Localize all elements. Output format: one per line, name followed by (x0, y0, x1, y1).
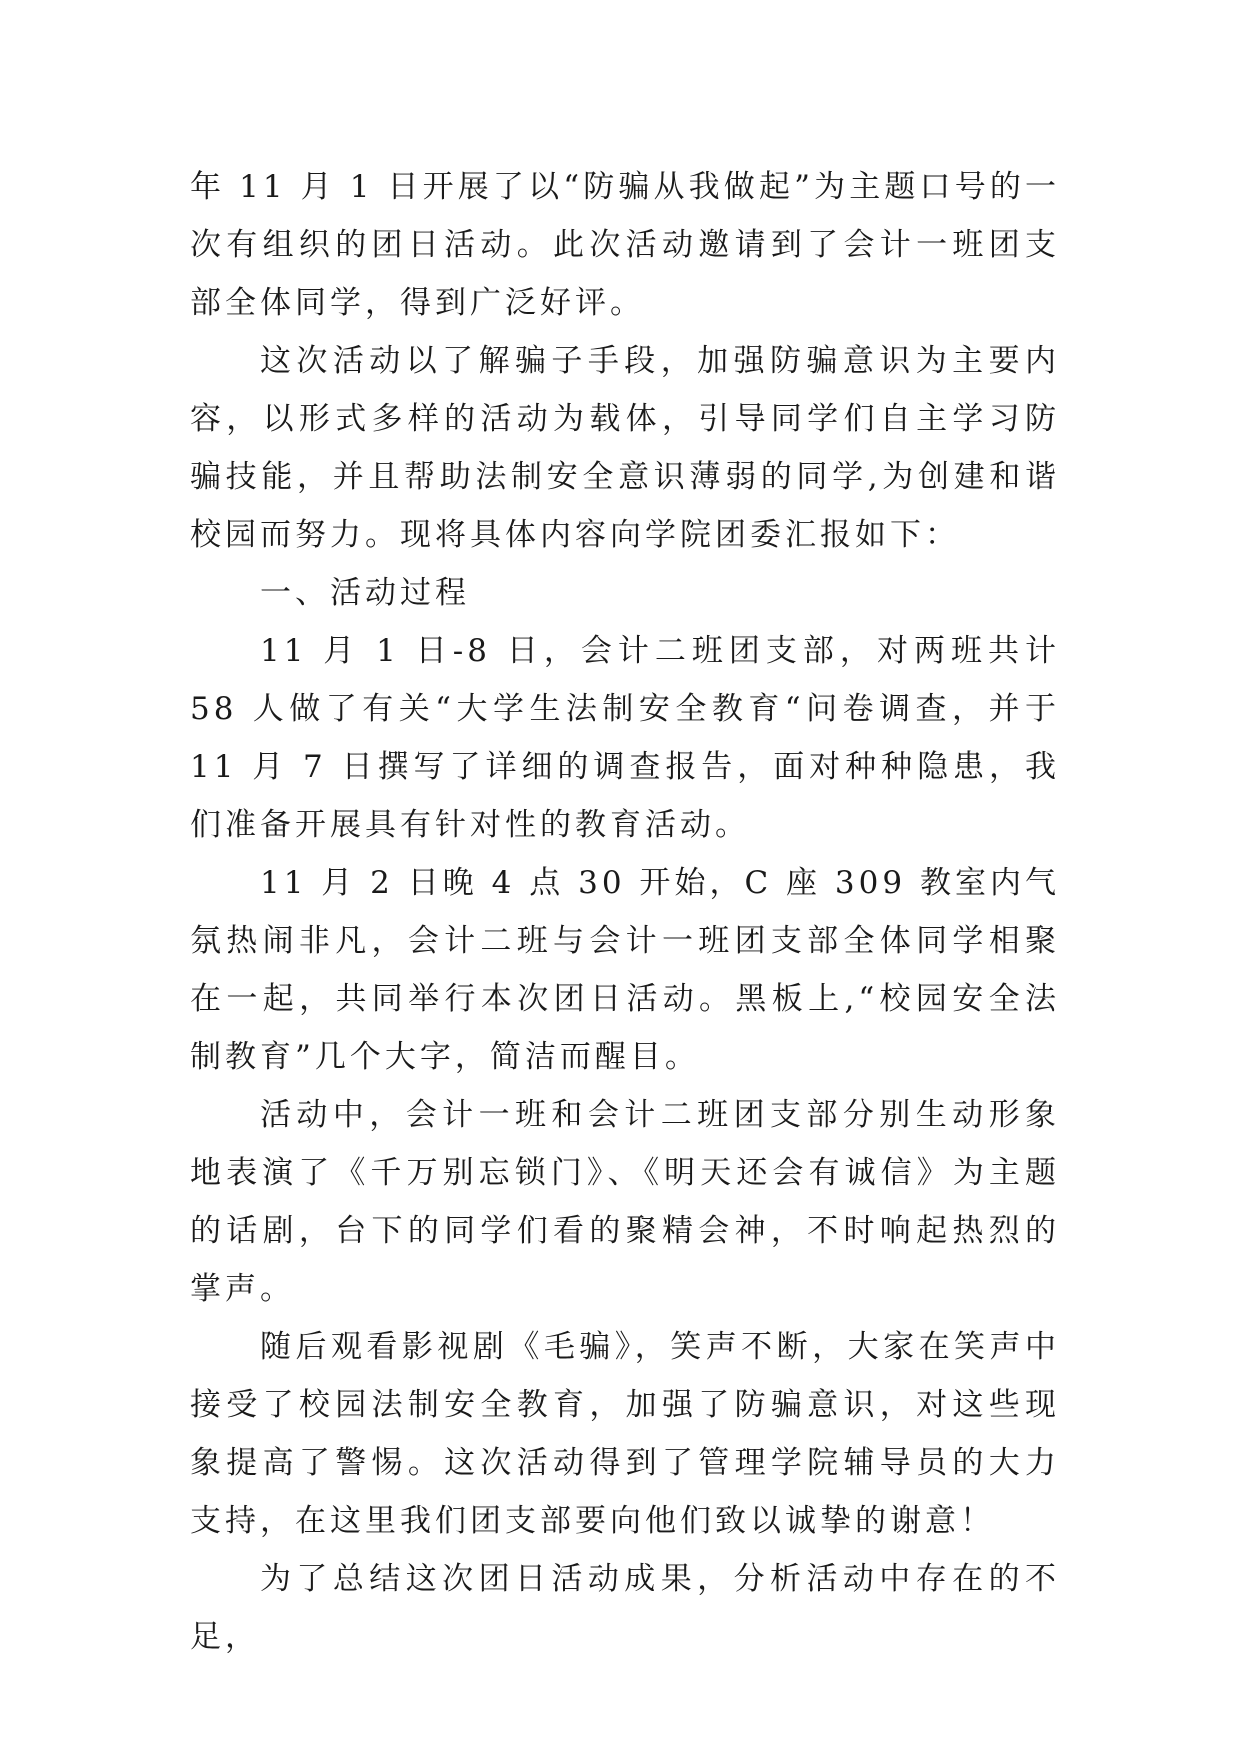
paragraph-event-start: 11 月 2 日晚 4 点 30 开始，C 座 309 教室内气氛热闹非凡，会计二班与会计一班团支部全体同学相聚在一起，共同举行本次团日活动。黑板上,“校园安全法制教育”几个大字，简洁而醒目。 (190, 865, 1060, 1075)
paragraph-summary-start: 为了总结这次团日活动成果，分析活动中存在的不足， (190, 1561, 1060, 1655)
paragraph-intro-continuation: 年 11 月 1 日开展了以“防骗从我做起”为主题口号的一次有组织的团日活动。此次活动邀请到了会计一班团支部全体同学，得到广泛好评。 (190, 169, 1060, 321)
paragraph-survey: 11 月 1 日-8 日，会计二班团支部，对两班共计 58 人做了有关“大学生法制安全教育“问卷调查，并于 11 月 7 日撰写了详细的调查报告，面对种种隐患，我们准备开展具有针对性的教育活动。 (190, 633, 1060, 843)
paragraph-film-viewing: 随后观看影视剧《毛骗》，笑声不断，大家在笑声中接受了校园法制安全教育，加强了防骗意识，对这些现象提高了警惕。这次活动得到了管理学院辅导员的大力支持，在这里我们团支部要向他们致以诚挚的谢意！ (190, 1329, 1060, 1539)
paragraph-activity-purpose: 这次活动以了解骗子手段，加强防骗意识为主要内容，以形式多样的活动为载体，引导同学们自主学习防骗技能，并且帮助法制安全意识薄弱的同学,为创建和谐校园而努力。现将具体内容向学院团委汇报如下： (190, 343, 1060, 553)
document-body (190, 158, 1060, 1666)
section-heading-activity-process: 一、活动过程 (260, 575, 470, 611)
paragraph-drama-performance: 活动中，会计一班和会计二班团支部分别生动形象地表演了《千万别忘锁门》、《明天还会有诚信》为主题的话剧，台下的同学们看的聚精会神，不时响起热烈的掌声。 (190, 1097, 1060, 1307)
